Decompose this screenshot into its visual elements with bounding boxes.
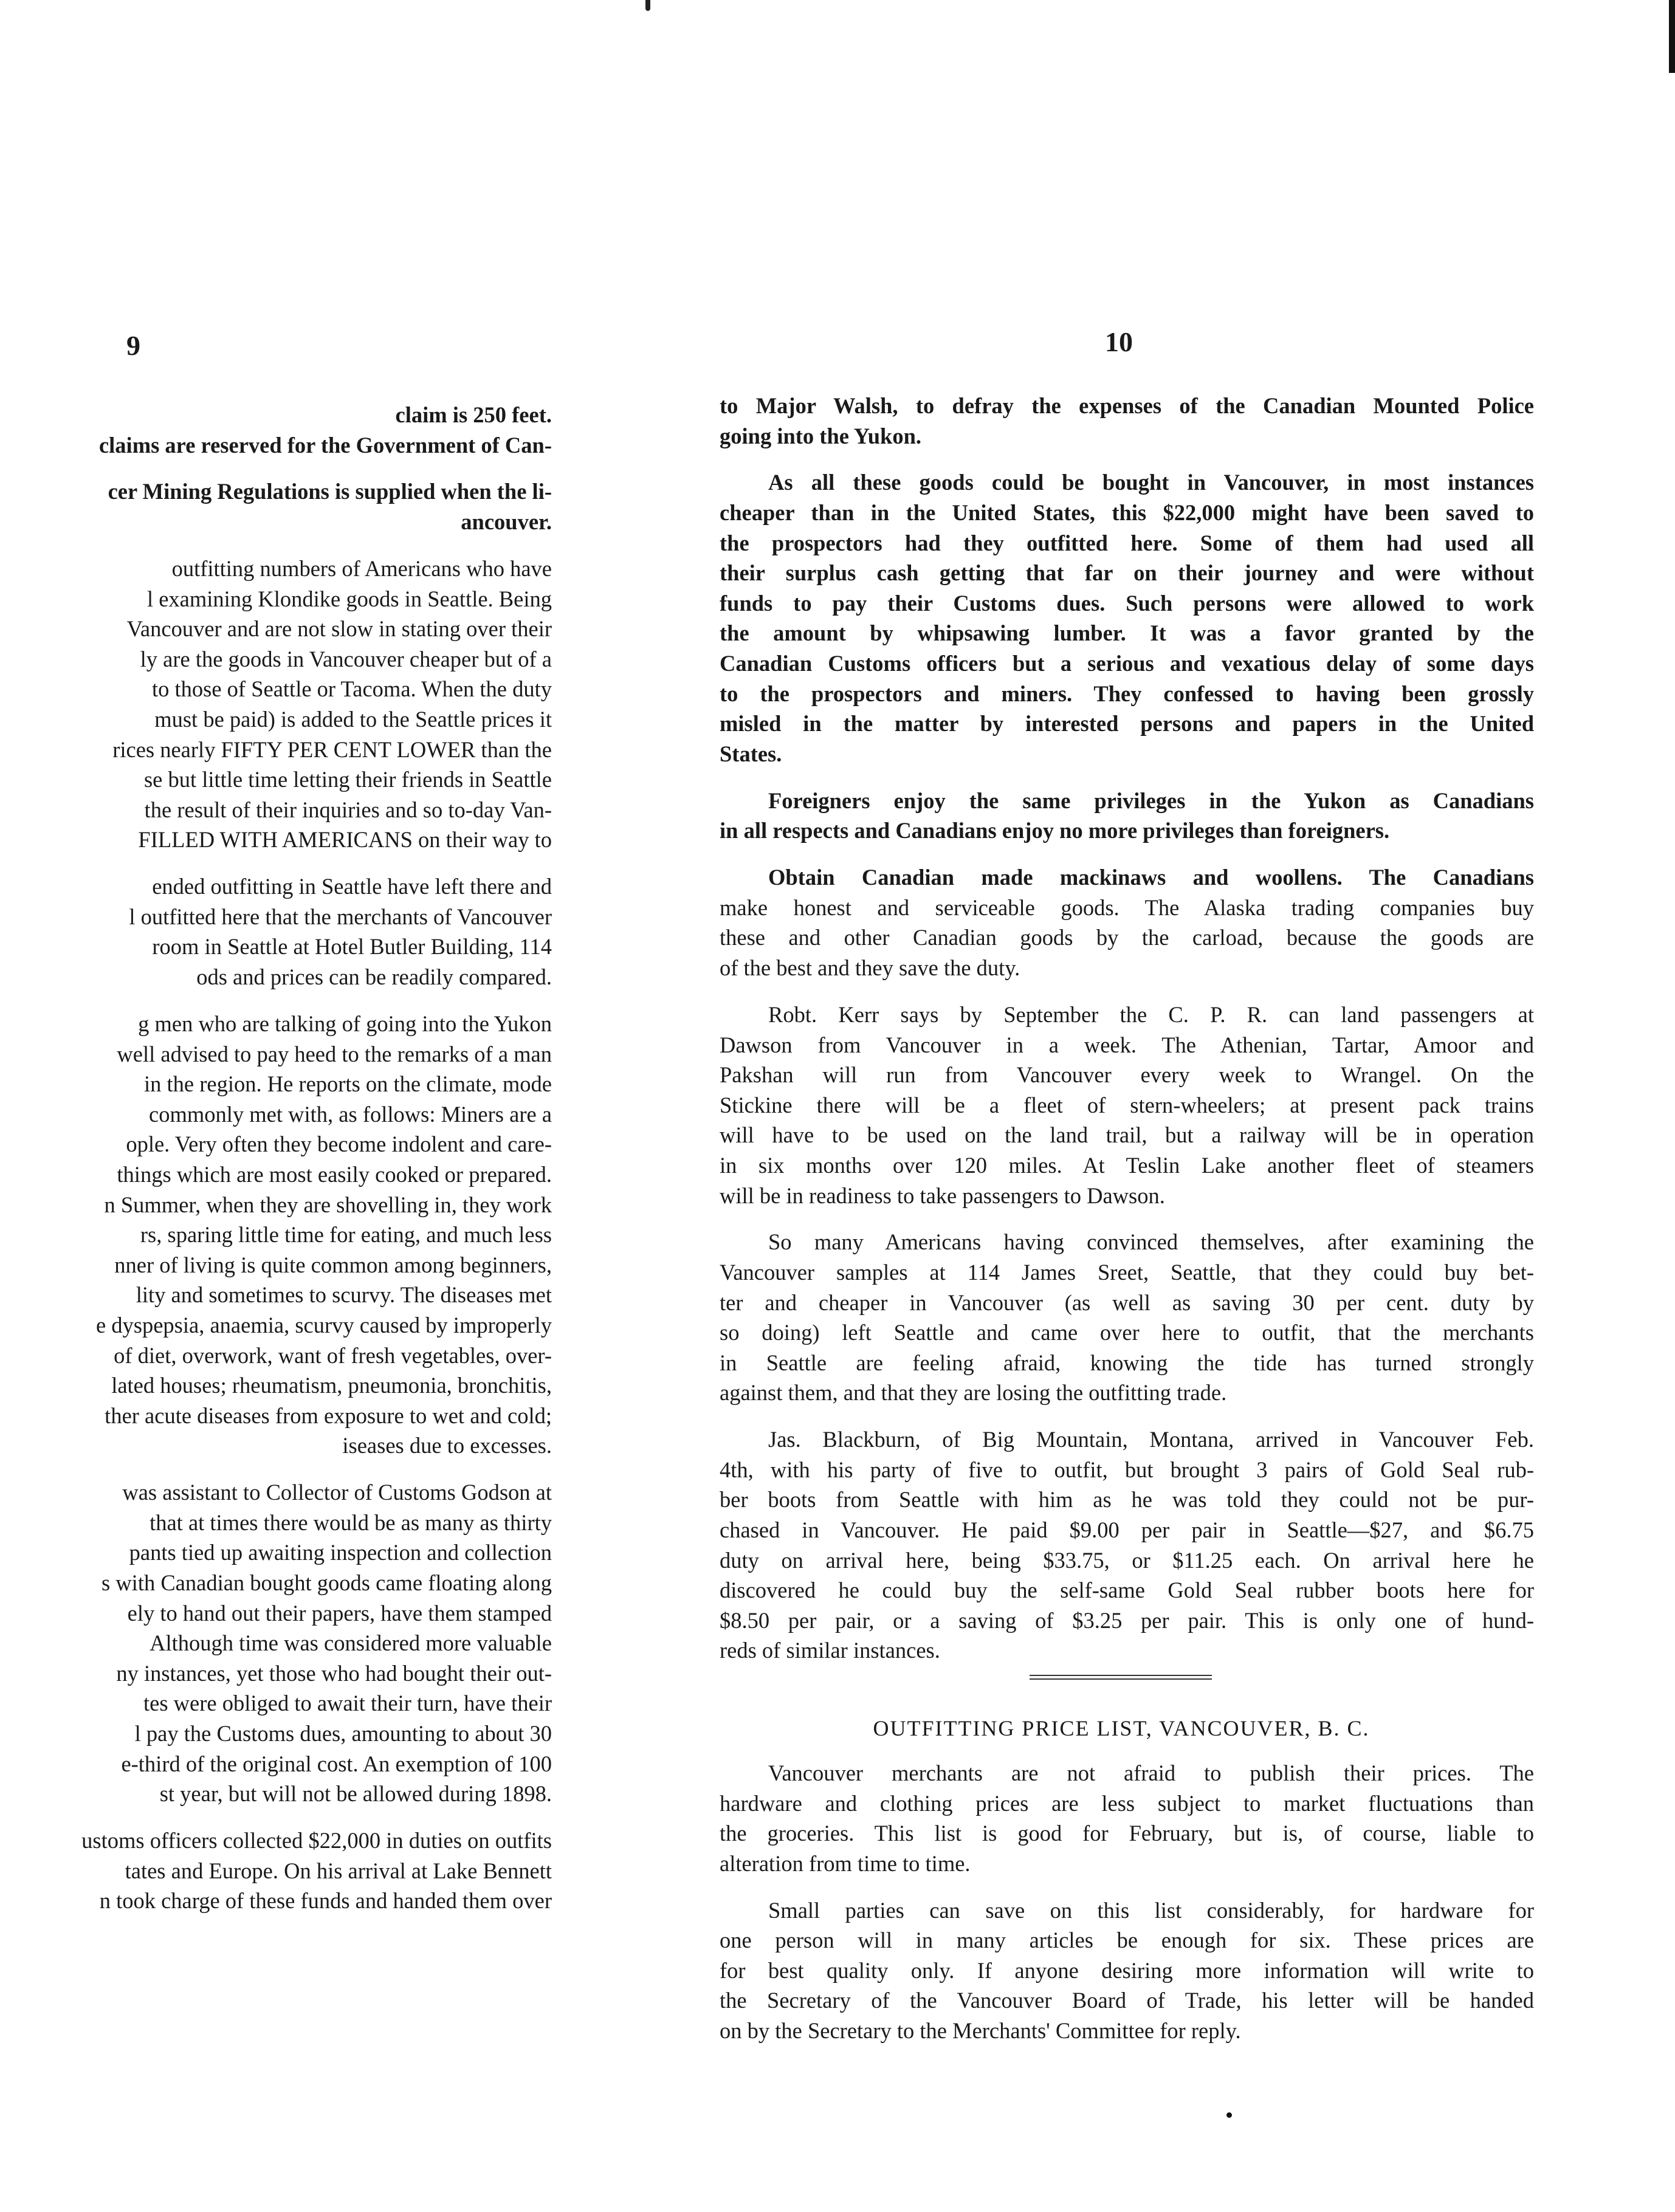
text-line: e-third of the original cost. An exemption of 100 [121, 1751, 552, 1776]
text-line: ods and prices can be readily compared. [196, 964, 552, 990]
text-line: one person will in many articles be enough for six. These prices are [720, 1928, 1534, 1953]
section-heading: OUTFITTING PRICE LIST, VANCOUVER, B. C. [873, 1716, 1370, 1740]
text-line: things which are most easily cooked or prepared. [117, 1161, 552, 1187]
text-line: going into the Yukon. [720, 423, 921, 448]
text-line: chased in Vancouver. He paid $9.00 per pair in Seattle—$27, and $6.75 [720, 1517, 1534, 1543]
text-line: Although time was considered more valuable [150, 1630, 552, 1656]
text-line: lated houses; rheumatism, pneumonia, bronchitis, [111, 1373, 552, 1398]
text-line: States. [720, 741, 782, 766]
text-line: on by the Secretary to the Merchants' Committee for reply. [720, 2018, 1241, 2044]
left-page-number: 9 [126, 330, 140, 361]
text-line: Vancouver samples at 114 James Sreet, Seattle, that they could buy bet- [720, 1260, 1534, 1285]
text-line: commonly met with, as follows: Miners are a [149, 1101, 552, 1127]
text-line: Obtain Canadian made mackinaws and woollens. The Canadians [768, 865, 1534, 890]
text-line: their surplus cash getting that far on their journey and were without [720, 560, 1534, 586]
text-line: $8.50 per pair, or a saving of $3.25 per pair. This is only one of hund- [720, 1607, 1534, 1633]
text-line: ly are the goods in Vancouver cheaper but of a [140, 646, 552, 672]
right-page [711, 0, 1544, 2212]
text-line: l examining Klondike goods in Seattle. Being [146, 586, 552, 611]
text-line: the Secretary of the Vancouver Board of Trade, his letter will be handed [720, 1988, 1534, 2013]
text-line: l outfitted here that the merchants of Vancouver [129, 904, 552, 929]
text-line: the result of their inquiries and so to-day Van- [144, 797, 552, 822]
text-line: hardware and clothing prices are less subject to market fluctuations than [720, 1790, 1534, 1816]
text-line: nner of living is quite common among beginners, [114, 1252, 552, 1277]
text-line: So many Americans having convinced themselves, after examining the [768, 1229, 1534, 1255]
text-line: in the region. He reports on the climate, mode [144, 1071, 552, 1097]
text-line: e dyspepsia, anaemia, scurvy caused by improperly [95, 1312, 552, 1338]
text-line: funds to pay their Customs dues. Such persons were allowed to work [720, 590, 1534, 616]
text-line: will have to be used on the land trail, but a railway will be in operation [720, 1122, 1534, 1148]
gutter-mark [645, 0, 650, 11]
text-line: the groceries. This list is good for February, but is, of course, liable to [720, 1821, 1534, 1846]
text-line: Pakshan will run from Vancouver every week to Wrangel. On the [720, 1062, 1534, 1088]
text-line: ther acute diseases from exposure to wet and cold; [105, 1403, 552, 1428]
section-divider [1030, 1675, 1212, 1680]
text-line: ber boots from Seattle with him as he was told they could not be pur- [720, 1487, 1534, 1513]
text-line: claims are reserved for the Government of Can- [98, 432, 552, 458]
text-line: ely to hand out their papers, have them stamped [127, 1600, 552, 1626]
right-page-number: 10 [1105, 326, 1133, 357]
text-line: se but little time letting their friends in Seattle [143, 767, 552, 792]
text-line: FILLED WITH AMERICANS on their way to [138, 827, 552, 853]
text-line: to the prospectors and miners. They confessed to having been grossly [720, 681, 1534, 706]
text-line: Vancouver merchants are not afraid to publish their prices. The [768, 1760, 1534, 1785]
text-line: for best quality only. If anyone desiring more information will write to [720, 1957, 1534, 1983]
text-line: will be in readiness to take passengers to Dawson. [720, 1183, 1165, 1208]
text-line: Foreigners enjoy the same privileges in the Yukon as Canadians [768, 788, 1534, 813]
left-page [0, 0, 608, 2212]
text-line: of the best and they save the duty. [720, 955, 1020, 981]
text-line: well advised to pay heed to the remarks of a man [117, 1041, 552, 1066]
text-line: g men who are talking of going into the Yukon [138, 1011, 552, 1036]
text-line: Dawson from Vancouver in a week. The Athenian, Tartar, Amoor and [720, 1032, 1534, 1057]
text-line: rs, sparing little time for eating, and much less [140, 1222, 552, 1248]
text-line: n took charge of these funds and handed them over [99, 1888, 552, 1914]
text-line: s with Canadian bought goods came floating along [101, 1570, 552, 1595]
text-line: make honest and serviceable goods. The Alaska trading companies buy [720, 895, 1534, 920]
text-line: in all respects and Canadians enjoy no more privileges than foreigners. [720, 818, 1390, 843]
text-line: was assistant to Collector of Customs Godson at [122, 1480, 552, 1505]
text-line: these and other Canadian goods by the carload, because the goods are [720, 925, 1534, 950]
text-line: Vancouver and are not slow in stating over their [126, 616, 552, 642]
text-line: lity and sometimes to scurvy. The diseases met [136, 1282, 552, 1308]
text-line: n Summer, when they are shovelling in, they work [104, 1192, 552, 1217]
text-line: ter and cheaper in Vancouver (as well as saving 30 per cent. duty by [720, 1290, 1534, 1315]
text-line: room in Seattle at Hotel Butler Building, 114 [152, 934, 552, 960]
text-line: in six months over 120 miles. At Teslin Lake another fleet of steamers [720, 1152, 1534, 1178]
text-line: reds of similar instances. [720, 1638, 940, 1663]
text-line: the amount by whipsawing lumber. It was a favor granted by the [720, 620, 1534, 646]
text-line: Robt. Kerr says by September the C. P. R. can land passengers at [768, 1001, 1534, 1027]
text-line: that at times there would be as many as thirty [150, 1510, 552, 1535]
text-line: cheaper than in the United States, this $22,000 might have been saved to [720, 500, 1534, 526]
ink-speck [1226, 2112, 1232, 2118]
text-line: ancouver. [461, 509, 552, 535]
text-line: rices nearly FIFTY PER CENT LOWER than the [112, 737, 552, 762]
text-line: the prospectors had they outfitted here. Some of them had used all [720, 530, 1534, 555]
text-line: tes were obliged to await their turn, have their [143, 1691, 552, 1716]
text-line: of diet, overwork, want of fresh vegetables, over- [114, 1342, 552, 1368]
text-line: As all these goods could be bought in Vancouver, in most instances [768, 470, 1534, 495]
text-line: 4th, with his party of five to outfit, but brought 3 pairs of Gold Seal rub- [720, 1457, 1534, 1482]
text-line: st year, but will not be allowed during 1898. [159, 1781, 552, 1807]
text-line: outfitting numbers of Americans who have [171, 555, 552, 581]
text-line: alteration from time to time. [720, 1850, 971, 1876]
text-line: Canadian Customs officers but a serious and vexatious delay of some days [720, 651, 1534, 676]
text-line: misled in the matter by interested persons and papers in the United [720, 711, 1534, 737]
text-line: discovered he could buy the self-same Gold Seal rubber boots here for [720, 1578, 1534, 1603]
text-line: to Major Walsh, to defray the expenses of the Canadian Mounted Police [720, 393, 1534, 418]
text-line: claim is 250 feet. [395, 402, 552, 427]
text-line: Stickine there will be a fleet of stern-wheelers; at present pack trains [720, 1092, 1534, 1118]
text-line: ople. Very often they become indolent and care- [126, 1132, 552, 1157]
text-line: Jas. Blackburn, of Big Mountain, Montana, arrived in Vancouver Feb. [768, 1427, 1534, 1452]
text-line: ny instances, yet those who had bought their out- [116, 1660, 552, 1686]
text-line: to those of Seattle or Tacoma. When the duty [152, 676, 552, 702]
text-line: in Seattle are feeling afraid, knowing the tide has turned strongly [720, 1350, 1534, 1375]
text-line: cer Mining Regulations is supplied when the li- [108, 479, 552, 504]
text-line: must be paid) is added to the Seattle prices it [154, 706, 552, 732]
text-line: tates and Europe. On his arrival at Lake Bennett [125, 1858, 552, 1883]
page-edge-mark [1669, 0, 1675, 73]
text-line: ended outfitting in Seattle have left there and [152, 874, 552, 899]
text-line: iseases due to excesses. [342, 1433, 552, 1458]
text-line: duty on arrival here, being $33.75, or $11.25 each. On arrival here he [720, 1547, 1534, 1573]
text-line: Small parties can save on this list considerably, for hardware for [768, 1897, 1534, 1923]
text-line: so doing) left Seattle and came over here to outfit, that the merchants [720, 1320, 1534, 1345]
text-line: l pay the Customs dues, amounting to about 30 [134, 1721, 552, 1746]
text-line: pants tied up awaiting inspection and collection [129, 1540, 552, 1565]
text-line: against them, and that they are losing the outfitting trade. [720, 1380, 1227, 1406]
text-line: ustoms officers collected $22,000 in duties on outfits [81, 1828, 552, 1853]
